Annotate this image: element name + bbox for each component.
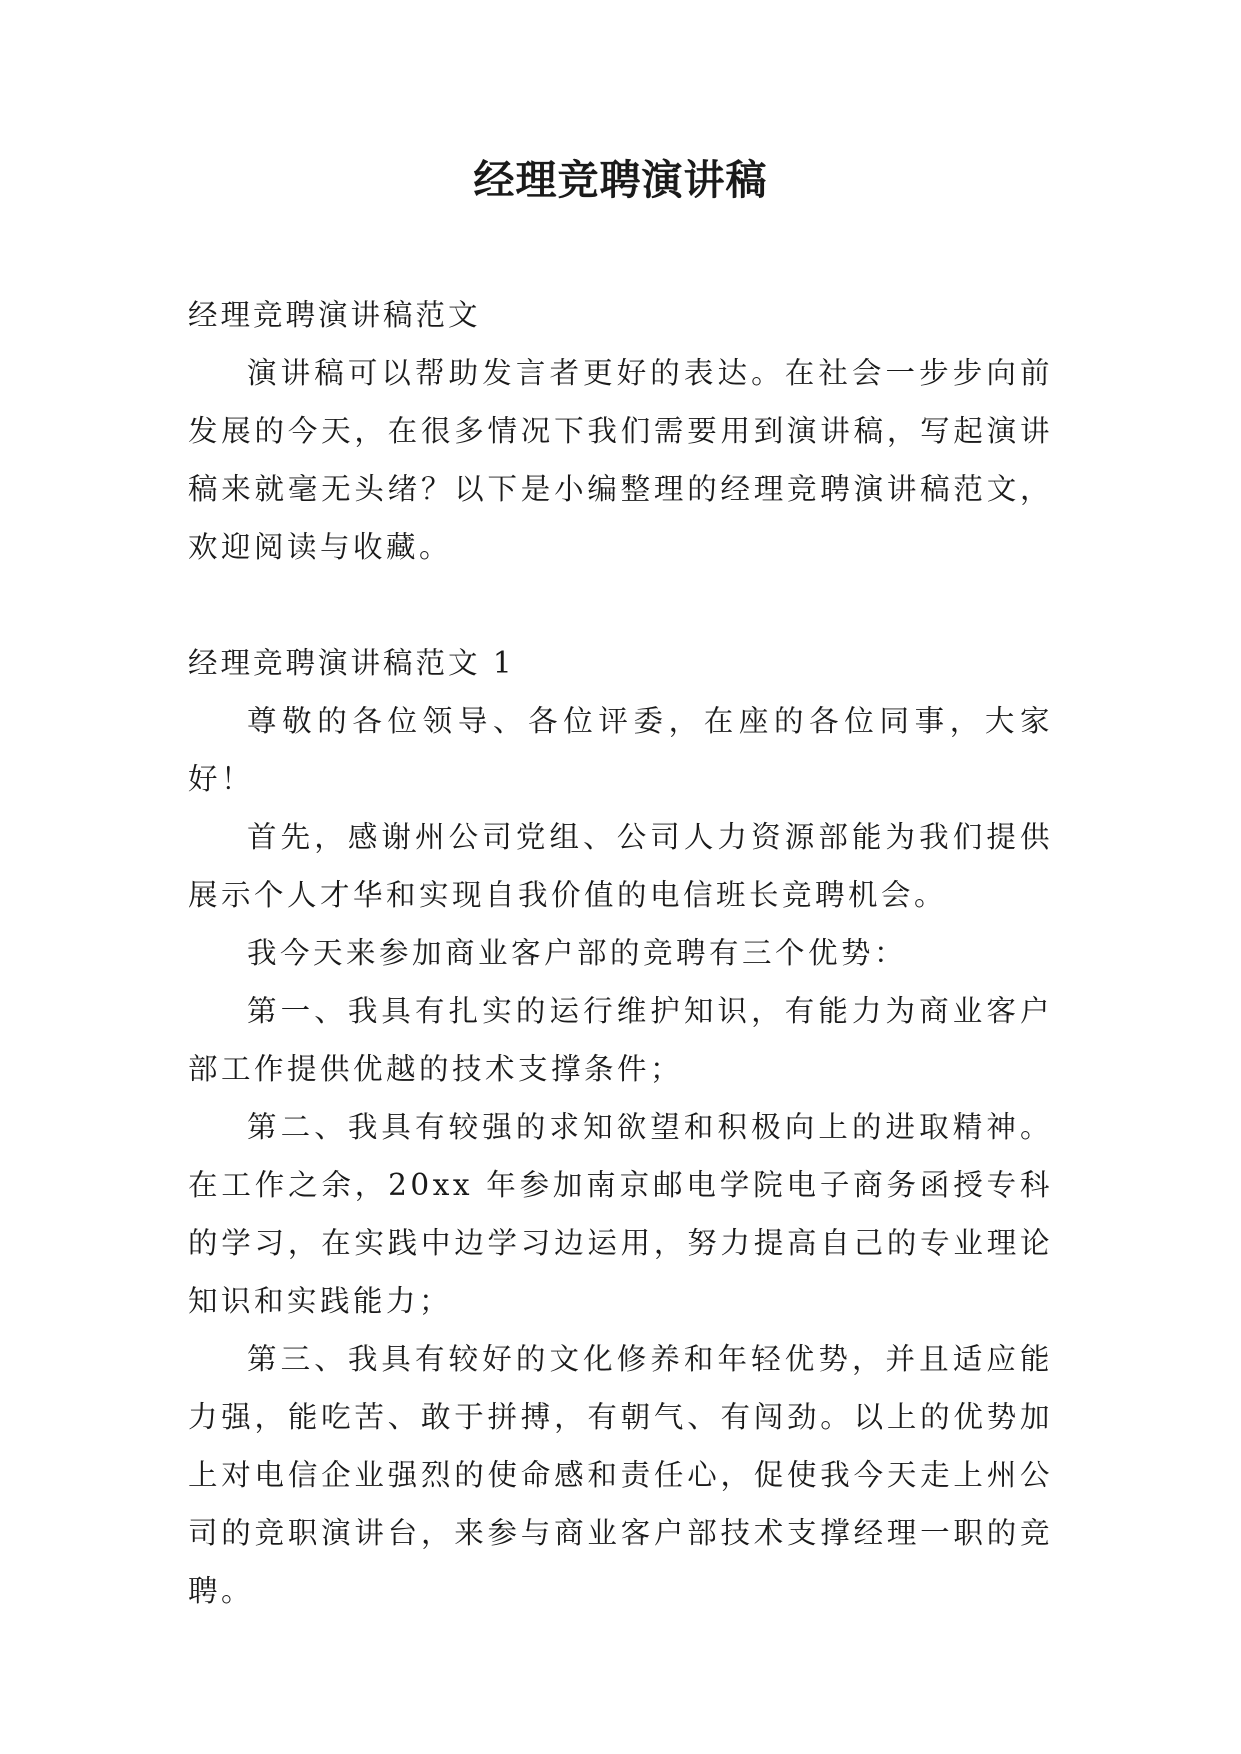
body-paragraph: 第三、我具有较好的文化修养和年轻优势，并且适应能力强，能吃苦、敢于拼搏，有朝气、有闯劲。以上的优势加上对电信企业强烈的使命感和责任心，促使我今天走上州公司的竞职演讲台，来参与商业客户部技术支撑经理一职的竞聘。 bbox=[188, 1342, 1053, 1608]
document-body bbox=[188, 286, 1053, 1620]
body-paragraph: 我今天来参加商业客户部的竞聘有三个优势： bbox=[247, 936, 908, 970]
section-heading: 经理竞聘演讲稿范文 1 bbox=[188, 646, 515, 680]
section-spacer bbox=[188, 576, 1053, 634]
body-paragraph: 第二、我具有较强的求知欲望和积极向上的进取精神。在工作之余，20xx 年参加南京邮电学院电子商务函授专科的学习，在实践中边学习边运用，努力提高自己的专业理论知识和实践能力； bbox=[188, 1110, 1053, 1318]
intro-paragraph: 演讲稿可以帮助发言者更好的表达。在社会一步步向前发展的今天，在很多情况下我们需要用到演讲稿，写起演讲稿来就毫无头绪？以下是小编整理的经理竞聘演讲稿范文，欢迎阅读与收藏。 bbox=[188, 356, 1053, 564]
document-title: 经理竞聘演讲稿 bbox=[473, 156, 768, 204]
body-paragraph: 首先，感谢州公司党组、公司人力资源部能为我们提供展示个人才华和实现自我价值的电信班长竞聘机会。 bbox=[188, 820, 1053, 912]
greeting-paragraph: 尊敬的各位领导、各位评委，在座的各位同事，大家好！ bbox=[188, 704, 1053, 796]
subtitle: 经理竞聘演讲稿范文 bbox=[188, 298, 481, 332]
body-paragraph: 第一、我具有扎实的运行维护知识，有能力为商业客户部工作提供优越的技术支撑条件； bbox=[188, 994, 1053, 1086]
